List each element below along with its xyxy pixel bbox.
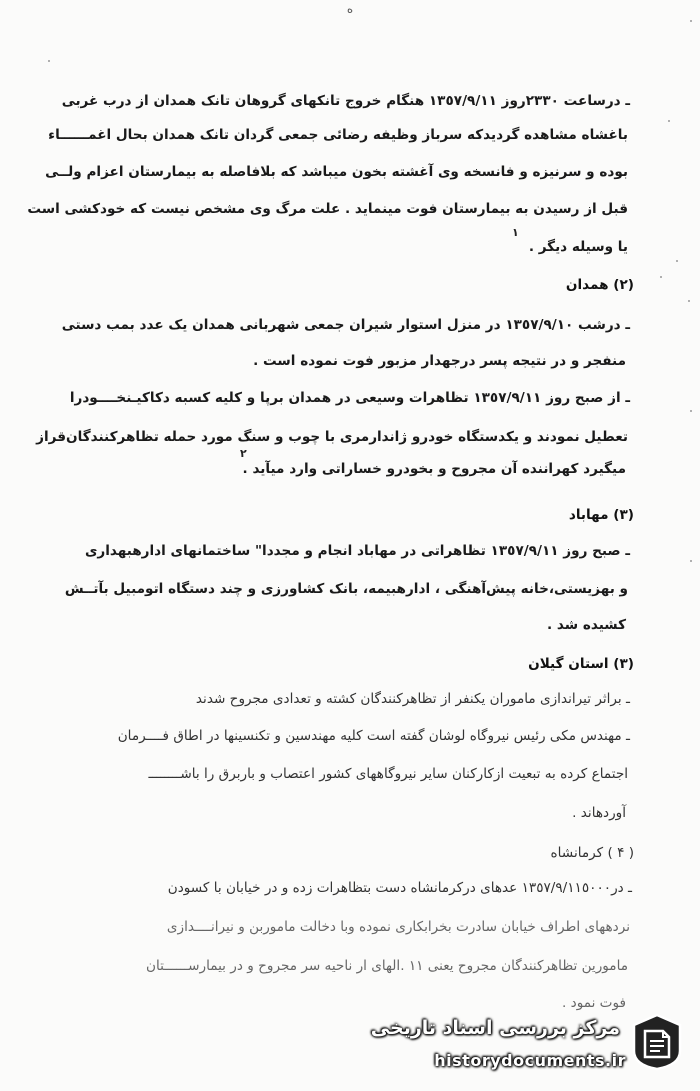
- text-line: ـ مهندس مکی رئیس نیروگاه لوشان گفته است کلیه مهندسین و تکنسینها در اطاق فــــرمان: [117, 728, 630, 744]
- scan-speckle: [688, 300, 690, 302]
- text-line: قبل از رسیدن به بیمارستان فوت مینماید . علت مرگ وی مشخص نیست که خودکشی است: [27, 201, 628, 217]
- text-line: و بهزیستی،خانه پیش‌آهنگی ، ادارهبیمه، بانک کشاورزی و چند دستگاه اتومبیل بآتــش: [64, 581, 628, 597]
- document-center-logo-icon: [628, 1011, 686, 1073]
- text-line: ـ صبح روز ١٣٥٧/٩/١١ تظاهراتی در مهاباد انجام و مجددا" ساختمانهای ادارهبهداری: [84, 543, 630, 559]
- text-line: ـ درساعت ٢٣٣٠روز ١٣٥٧/٩/١١ هنگام خروج تانکهای گروهان تانک همدان از درب غربی: [61, 93, 630, 109]
- footnote-marker: ٢: [240, 447, 247, 460]
- scan-speckle: [690, 20, 692, 22]
- text-line: نردههای اطراف خیابان سادرت بخرابکاری نموده وبا دخالت ماموربن و نیرانــــدازی: [166, 919, 630, 935]
- text-line: ـ براثر تیراندازی ماموران یکنفر از تظاهرکنندگان کشته و تعدادی مجروح شدند: [195, 691, 630, 707]
- text-line: ـ در١٣٥٧/٩/١١٥٠٠٠ عدهای درکرمانشاه دست بتظاهرات زده و در خیابان با کسودن: [167, 880, 632, 896]
- scan-speckle: [690, 410, 692, 412]
- text-line: میگیرد کهراننده آن مجروح و بخودرو خساراتی وارد میآید .: [242, 461, 626, 477]
- text-line: ـ درشب ١٣٥٧/٩/١٠ در منزل استوار شیران جمعی شهربانی همدان یک عدد بمب دستی: [61, 317, 630, 333]
- text-line: اجتماع کرده به تبعیت ازکارکنان سایر نیروگاههای کشور اعتصاب و باربرق را باشــــــــ: [148, 766, 628, 782]
- text-line: آوردهاند .: [572, 805, 626, 821]
- page-top-mark: ه: [346, 2, 354, 16]
- text-line: ـ از صبح روز ١٣٥٧/٩/١١ تظاهرات وسیعی در همدان برپا و کلیه کسبه دکاکیـنخــــودرا: [69, 390, 630, 406]
- text-line: کشیده شد .: [546, 617, 626, 633]
- scan-speckle: [690, 560, 692, 562]
- section-heading-hamadan: (٢) همدان: [565, 277, 634, 293]
- footnote-marker: ١: [512, 226, 519, 239]
- text-line: فوت نمود .: [562, 995, 626, 1011]
- text-line: باغشاه مشاهده گردیدکه سرباز وظیفه رضائی جمعی گردان تانک همدان بحال اغمــــــاء: [48, 127, 628, 143]
- scan-speckle: [48, 60, 50, 62]
- section-heading-kermanshah: ( ۴ ) کرمانشاه: [550, 845, 634, 861]
- scan-speckle: [660, 276, 662, 278]
- section-heading-mahabad: (٣) مهاباد: [568, 507, 634, 523]
- text-line: منفجر و در نتیجه پسر درجهدار مزبور فوت نموده است .: [253, 353, 626, 369]
- watermark-title: مرکز بررسی اسناد تاریخی: [370, 1017, 620, 1039]
- text-line: تعطیل نمودند و یکدستگاه خودرو ژاندارمری با چوب و سنگ مورد حمله تظاهرکنندگان‌قراز: [36, 429, 628, 445]
- section-heading-gilan: (٣) استان گیلان: [528, 656, 634, 672]
- scan-speckle: [676, 260, 678, 262]
- watermark-url: historydocuments.ir: [434, 1051, 626, 1070]
- text-line: یا وسیله دیگر .: [528, 239, 628, 255]
- scan-speckle: [668, 120, 670, 122]
- text-line: بوده و سرنیزه و فانسخه وی آغشته بخون میباشد که بلافاصله به بیمارستان اعزام ولــی: [45, 164, 628, 180]
- site-watermark: [370, 1005, 686, 1083]
- text-line: مامورین تظاهرکنندگان مجروح یعنی ١١ .الهای ار ناحیه سر مجروح و در بیمارســــــتان: [146, 958, 628, 974]
